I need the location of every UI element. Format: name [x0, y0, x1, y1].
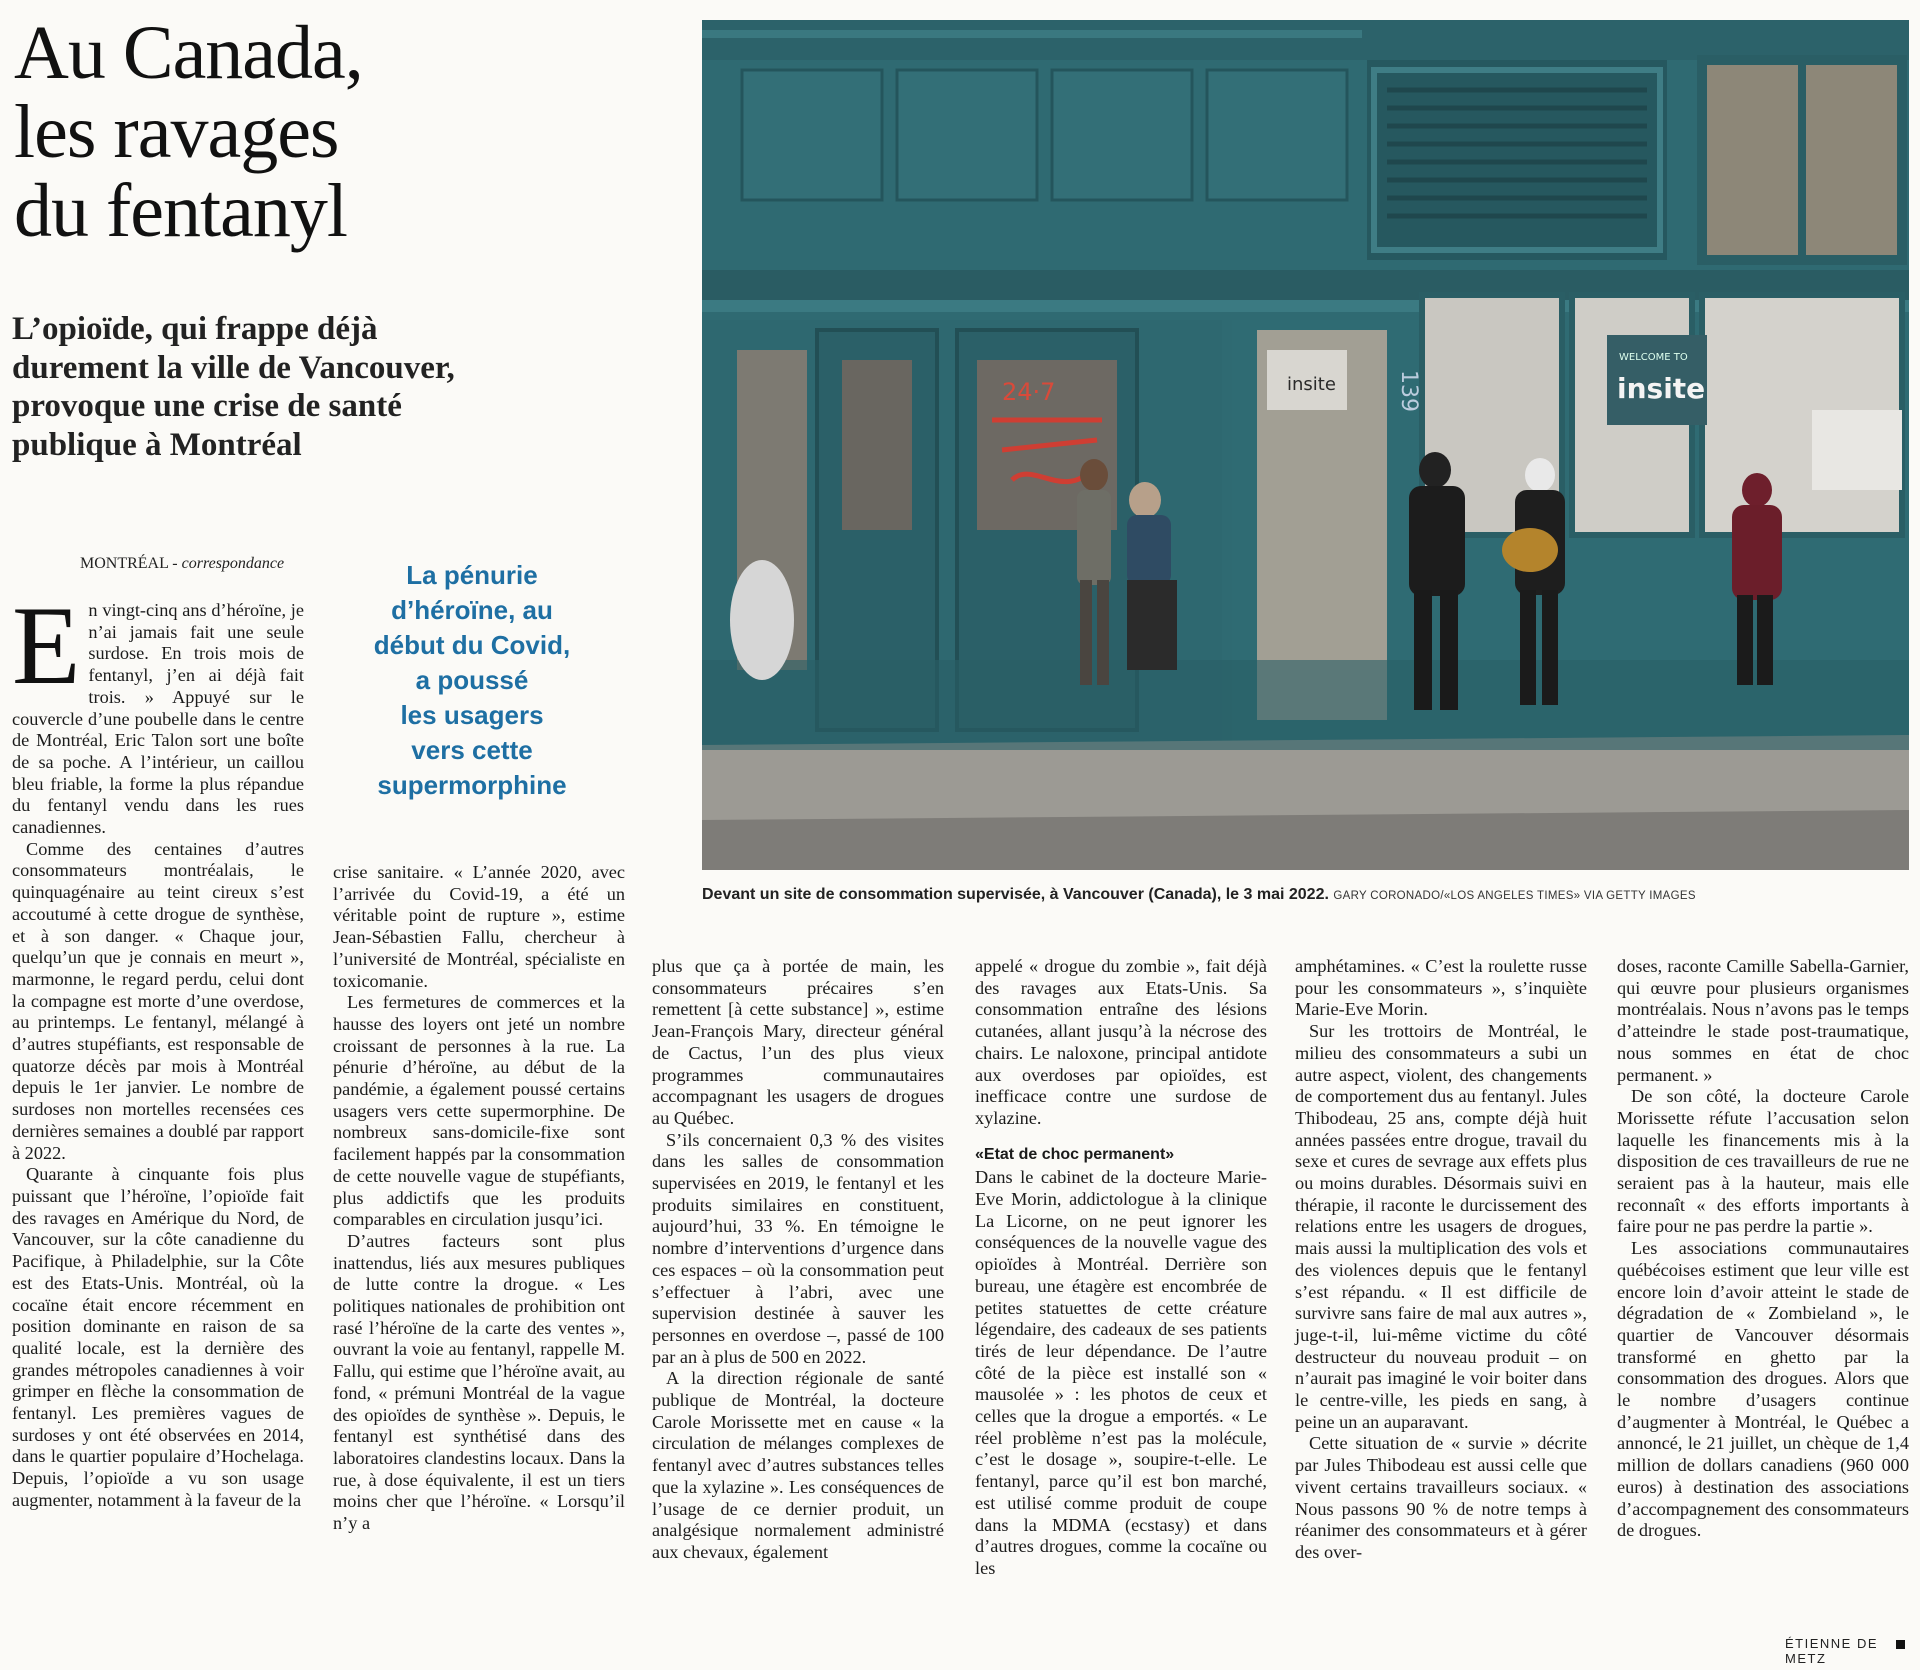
paragraph: appelé « drogue du zombie », fait déjà des ravages aux Etats-Unis. Sa consommation entraîne des lésions cutanées, allant jusqu’à la nécrose des chairs. Le naloxone, principal antidote aux overdoses par opioïdes, est inefficace contre une surdose de xylazine. [975, 956, 1267, 1128]
article-column-6 [1617, 956, 1909, 1542]
paragraph: plus que ça à portée de main, les consommateurs précaires s’en remettent [à cette substance] », estime Jean-François Mary, directeur général de Cactus, l’un des plus vieux programmes communautaires accompagnant les usagers de drogues au Québec. [652, 956, 944, 1128]
standfirst-line-3: provoque une crise de santé [12, 388, 402, 424]
article-column-1 [12, 584, 304, 1512]
dateline [80, 555, 284, 573]
headline [14, 11, 674, 253]
welcome-sign-text: WELCOME TO [1619, 352, 1688, 363]
pull-quote-line: supermorphine [377, 770, 567, 800]
paragraph: Quarante à cinquante fois plus puissant que l’héroïne, l’opioïde fait des ravages en Amérique du Nord, de Vancouver, sur la côte canadienne du Pacifique, à Philadelphie, sur la Côte est des Etats-Unis. Montréal, où la cocaïne était encore récemment en position dominante en raison de sa qualité locale, est la dernière des grandes métropoles canadiennes à voir grimper en flèche la consommation de fentanyl. Les premières vagues de surdoses y ont été observées en 2014, dans le quartier populaire d’Hochelaga. Depuis, l’opioïde a vu son usage augmenter, notamment à la faveur de la [12, 1164, 304, 1510]
paragraph: Les fermetures de commerces et la hausse des loyers ont jeté un nombre croissant de personnes à la rue. La pénurie d’héroïne, au début de la pandémie, a également poussé certains usagers vers cette supermorphine. De nombreux sans-domicile-fixe sont facilement happés par la consommation de cette nouvelle vague de stupéfiants, plus addictifs que les produits comparables en circulation jusqu’ici. [333, 992, 625, 1230]
paragraph: De son côté, la docteure Carole Morissette réfute l’accusation selon laquelle les financements mis à la disposition de ces travailleurs de rue ne seraient pas à la hauteur, mais elle reconnaît « des efforts importants à faire pour ne pas perdre la partie ». [1617, 1086, 1909, 1237]
paragraph: Sur les trottoirs de Montréal, le milieu des consommateurs a subi un autre aspect, violent, des changements de comportement dus au fentanyl. Jules Thibodeau, 25 ans, compte déjà huit années passées entre drogue, travail du sexe et cures de sevrage aux effets plus ou moins durables. Désormais suivi en thérapie, il raconte le durcissement des relations entre les usagers de drogues, mais aussi la multiplication des vols et des violences depuis que le fentanyl s’est répandu. « Il est difficile de survivre sans faire de mal aux autres », juge-t-il, lui-même victime du côté destructeur du nouveau produit – on n’aurait pas imaginé le voir boiter dans le centre-ville, les pieds en sang, à peine un an auparavant. [1295, 1021, 1587, 1432]
end-of-article-mark [1896, 1640, 1905, 1649]
street-scene-illustration [702, 20, 1909, 870]
graffiti-text: 24·7 [1002, 378, 1056, 406]
drop-cap: E [12, 584, 81, 708]
standfirst-line-4: publique à Montréal [12, 426, 302, 463]
headline-line-2: les ravages [14, 90, 339, 174]
door-sign-text: insite [1287, 374, 1336, 395]
subheading: «Etat de choc permanent» [975, 1145, 1175, 1163]
standfirst-line-1: L’opioïde, qui frappe déjà [12, 311, 378, 347]
paragraph: Comme des centaines d’autres consommateurs montréalais, le quinquagénaire au teint cireux s’est accoutumé à cette drogue de synthèse, et à son danger. « Chaque jour, quelqu’un que je connais en meurt », marmonne, le regard perdu, celui dont la compagne est morte d’une overdose, au printemps. Le fentanyl, mélangé à d’autres stupéfiants, est responsable de quatorze décès par mois à Montréal depuis le 1er janvier. Le nombre de surdoses non mortelles recensées ces dernières semaines a doublé par rapport à 2022. [12, 838, 304, 1163]
headline-line-3: du fentanyl [14, 169, 348, 253]
pull-quote-line: les usagers [400, 700, 544, 730]
paragraph: D’autres facteurs sont plus inattendus, liés aux mesures publiques de lutte contre la drogue. « Les politiques nationales de prohibition ont rasé l’héroïne de la carte des ventes », ouvrant la voie au fentanyl, rappelle M. Fallu, qui estime que l’héroïne avait, au fond, « prémuni Montréal de la vague des opioïdes de synthèse ». Depuis, le fentanyl est synthétisé dans des laboratoires clandestins locaux. Dans la rue, à dose équivalente, il est un tiers moins cher que l’héroïne. « Lorsqu’il n’y a [333, 1230, 625, 1534]
article-photo [702, 20, 1909, 870]
pull-quote-line: vers cette [411, 735, 533, 765]
paragraph: doses, raconte Camille Sabella-Garnier, qui œuvre pour plusieurs organismes montréalais. Nous n’avons pas le temps d’atteindre le stade post-traumatique, nous sommes en état de choc permanent. » [1617, 956, 1909, 1085]
photo-credit: GARY CORONADO/«LOS ANGELES TIMES» VIA GETTY IMAGES [1333, 890, 1696, 902]
paragraph: Les associations communautaires québécoises estiment que leur ville est encore loin d’avoir atteint le stade de dégradation de « Zombieland », le quartier de Vancouver désormais transformé en ghetto par la consommation des drogues. Alors que le nombre d’usagers continue d’augmenter à Montréal, le Québec a annoncé, le 21 juillet, un chèque de 1,4 million de dollars canadiens (960 000 euros) à destination des associations d’accompagnement des consommateurs de drogues. [1617, 1238, 1909, 1541]
article-column-4 [975, 956, 1267, 1580]
paragraph: A la direction régionale de santé publique de Montréal, la docteure Carole Morissette met en cause « la circulation de mélanges complexes de fentanyl avec d’autres substances telles que la xylazine ». Les conséquences de l’usage de ce dernier produit, un analgésique normalement administré aux chevaux, également [652, 1368, 944, 1562]
pull-quote-line: a poussé [415, 665, 529, 695]
paragraph: S’ils concernaient 0,3 % des visites dans les salles de consommation supervisées en 2019, le fentanyl et les produits similaires en constituent, aujourd’hui, 33 %. En témoigne le nombre d’interventions d’urgence dans ces espaces – où la consommation peut s’effectuer à l’abri, avec une supervision destinée à sauver les personnes en overdose –, passé de 100 par an à plus de 500 en 2022. [652, 1129, 944, 1367]
photo-caption [702, 886, 1909, 904]
standfirst-line-2: durement la ville de Vancouver, [12, 349, 455, 386]
headline-line-1: Au Canada, [14, 11, 363, 95]
standfirst [12, 310, 672, 464]
caption-text: Devant un site de consommation supervisée, à Vancouver (Canada), le 3 mai 2022. [702, 886, 1329, 903]
article-column-5 [1295, 956, 1587, 1564]
dateline-kind: correspondance [181, 555, 285, 572]
paragraph: Dans le cabinet de la docteure Marie-Eve Morin, addictologue à la clinique La Licorne, on ne peut ignorer les conséquences de la nouvelle vague des opioïdes à Montréal. Derrière son bureau, une étagère est encombrée de petites statuettes de cette créature légendaire, des cadeaux de ses patients tirés de leur dépendance. De l’autre côté de la pièce est installé son « mausolée » : les photos de ceux et celles que la drogue a emportés. « Le réel problème n’est pas la molécule, c’est le dosage », soupire-t-elle. Le fentanyl, parce qu’il est bon marché, est utilisé comme produit de coupe dans la MDMA (ecstasy) et dans d’autres drogues, comme la cocaïne ou les [975, 1167, 1267, 1578]
insite-sign-text: insite [1617, 372, 1706, 405]
paragraph: n vingt-cinq ans d’héroïne, je n’ai jamais fait une seule surdose. En trois mois de fentanyl, j’en ai déjà fait trois. » Appuyé sur le couvercle d’une poubelle dans le centre de Montréal, Eric Talon sort une boîte de sa poche. A l’intérieur, un caillou bleu friable, la forme la plus répandue du fentanyl vendu dans les rues canadiennes. [12, 600, 304, 838]
article-column-3 [652, 956, 944, 1564]
pull-quote [362, 558, 582, 803]
dateline-place: MONTRÉAL [80, 555, 169, 572]
dateline-separator: - [168, 555, 182, 572]
article-column-2 [333, 862, 625, 1535]
paragraph: Cette situation de « survie » décrite par Jules Thibodeau est aussi celle que vivent certains travailleurs sociaux. « Nous passons 90 % de notre temps à réanimer des consommateurs et à gérer des over- [1295, 1433, 1587, 1562]
author-signature: ÉTIENNE DE METZ [1785, 1636, 1879, 1666]
pull-quote-line: La pénurie [406, 560, 538, 590]
pull-quote-line: début du Covid, [373, 630, 571, 660]
paragraph: amphétamines. « C’est la roulette russe pour les consommateurs », s’inquiète Marie-Eve Morin. [1295, 956, 1587, 1020]
paragraph: crise sanitaire. « L’année 2020, avec l’arrivée du Covid-19, a été un véritable point de rupture », estime Jean-Sébastien Fallu, chercheur à l’université de Montréal, spécialiste en toxicomanie. [333, 862, 625, 991]
pull-quote-line: d’héroïne, au [391, 595, 553, 625]
door-number: 139 [1396, 370, 1421, 412]
